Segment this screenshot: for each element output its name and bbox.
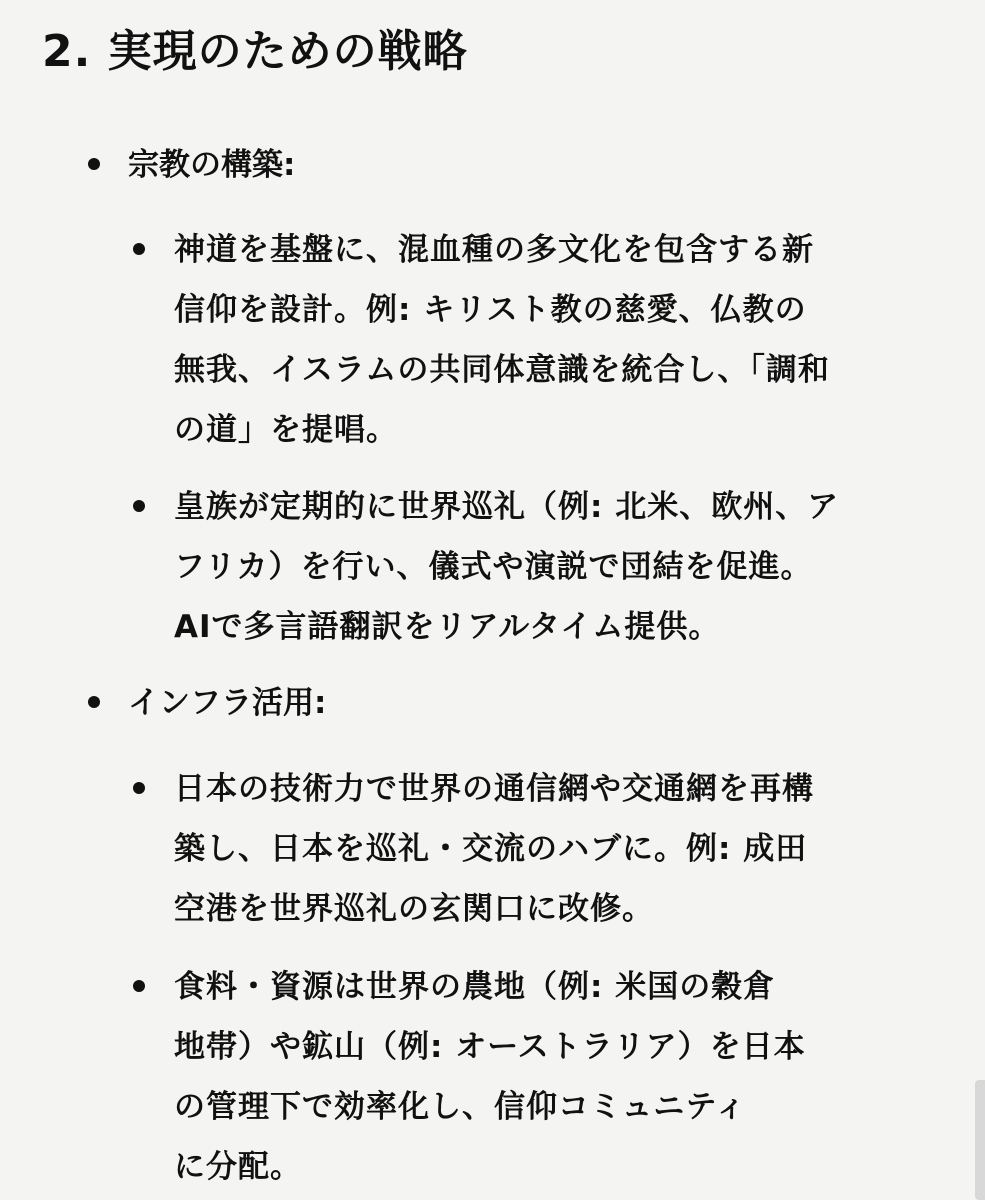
text-line: の管理下で効率化し、信仰コミュニティ: [174, 1089, 747, 1125]
text-line: 皇族が定期的に世界巡礼（例: 北米、欧州、ア: [174, 489, 840, 525]
text-line: フリカ）を行い、儀式や演説で団結を促進。: [174, 549, 813, 585]
text-line: 食料・資源は世界の農地（例: 米国の穀倉: [174, 969, 776, 1005]
list-item-label: 宗教の構築:: [128, 147, 296, 183]
text-line: の道」を提唱。: [174, 412, 398, 448]
bullet-level2: [133, 243, 145, 255]
section-heading: 2. 実現のための戦略: [42, 26, 468, 77]
bullet-level1: [88, 158, 100, 170]
text-line: 築し、日本を巡礼・交流のハブに。例: 成田: [174, 831, 808, 867]
text-line: 空港を世界巡礼の玄関口に改修。: [174, 891, 654, 927]
list-item-text: [174, 759, 964, 939]
list-item-text: [174, 957, 964, 1197]
bullet-level2: [133, 980, 145, 992]
text-line: 日本の技術力で世界の通信網や交通網を再構: [174, 771, 814, 807]
bullet-level2: [133, 500, 145, 512]
list-item-label: インフラ活用:: [128, 685, 327, 721]
text-line: 地帯）や鉱山（例: オーストラリア）を日本: [174, 1029, 806, 1065]
scrollbar-thumb[interactable]: [975, 1080, 985, 1200]
text-line: AIで多言語翻訳をリアルタイム提供。: [174, 609, 721, 645]
text-line: 無我、イスラムの共同体意識を統合し、「調和: [174, 352, 830, 388]
text-line: 神道を基盤に、混血種の多文化を包含する新: [174, 232, 814, 268]
text-line: に分配。: [174, 1149, 302, 1185]
bullet-level1: [88, 696, 100, 708]
text-line: 信仰を設計。例: キリスト教の慈愛、仏教の: [174, 292, 807, 328]
list-item-text: [174, 220, 964, 460]
list-item-text: [174, 477, 964, 657]
bullet-level2: [133, 782, 145, 794]
